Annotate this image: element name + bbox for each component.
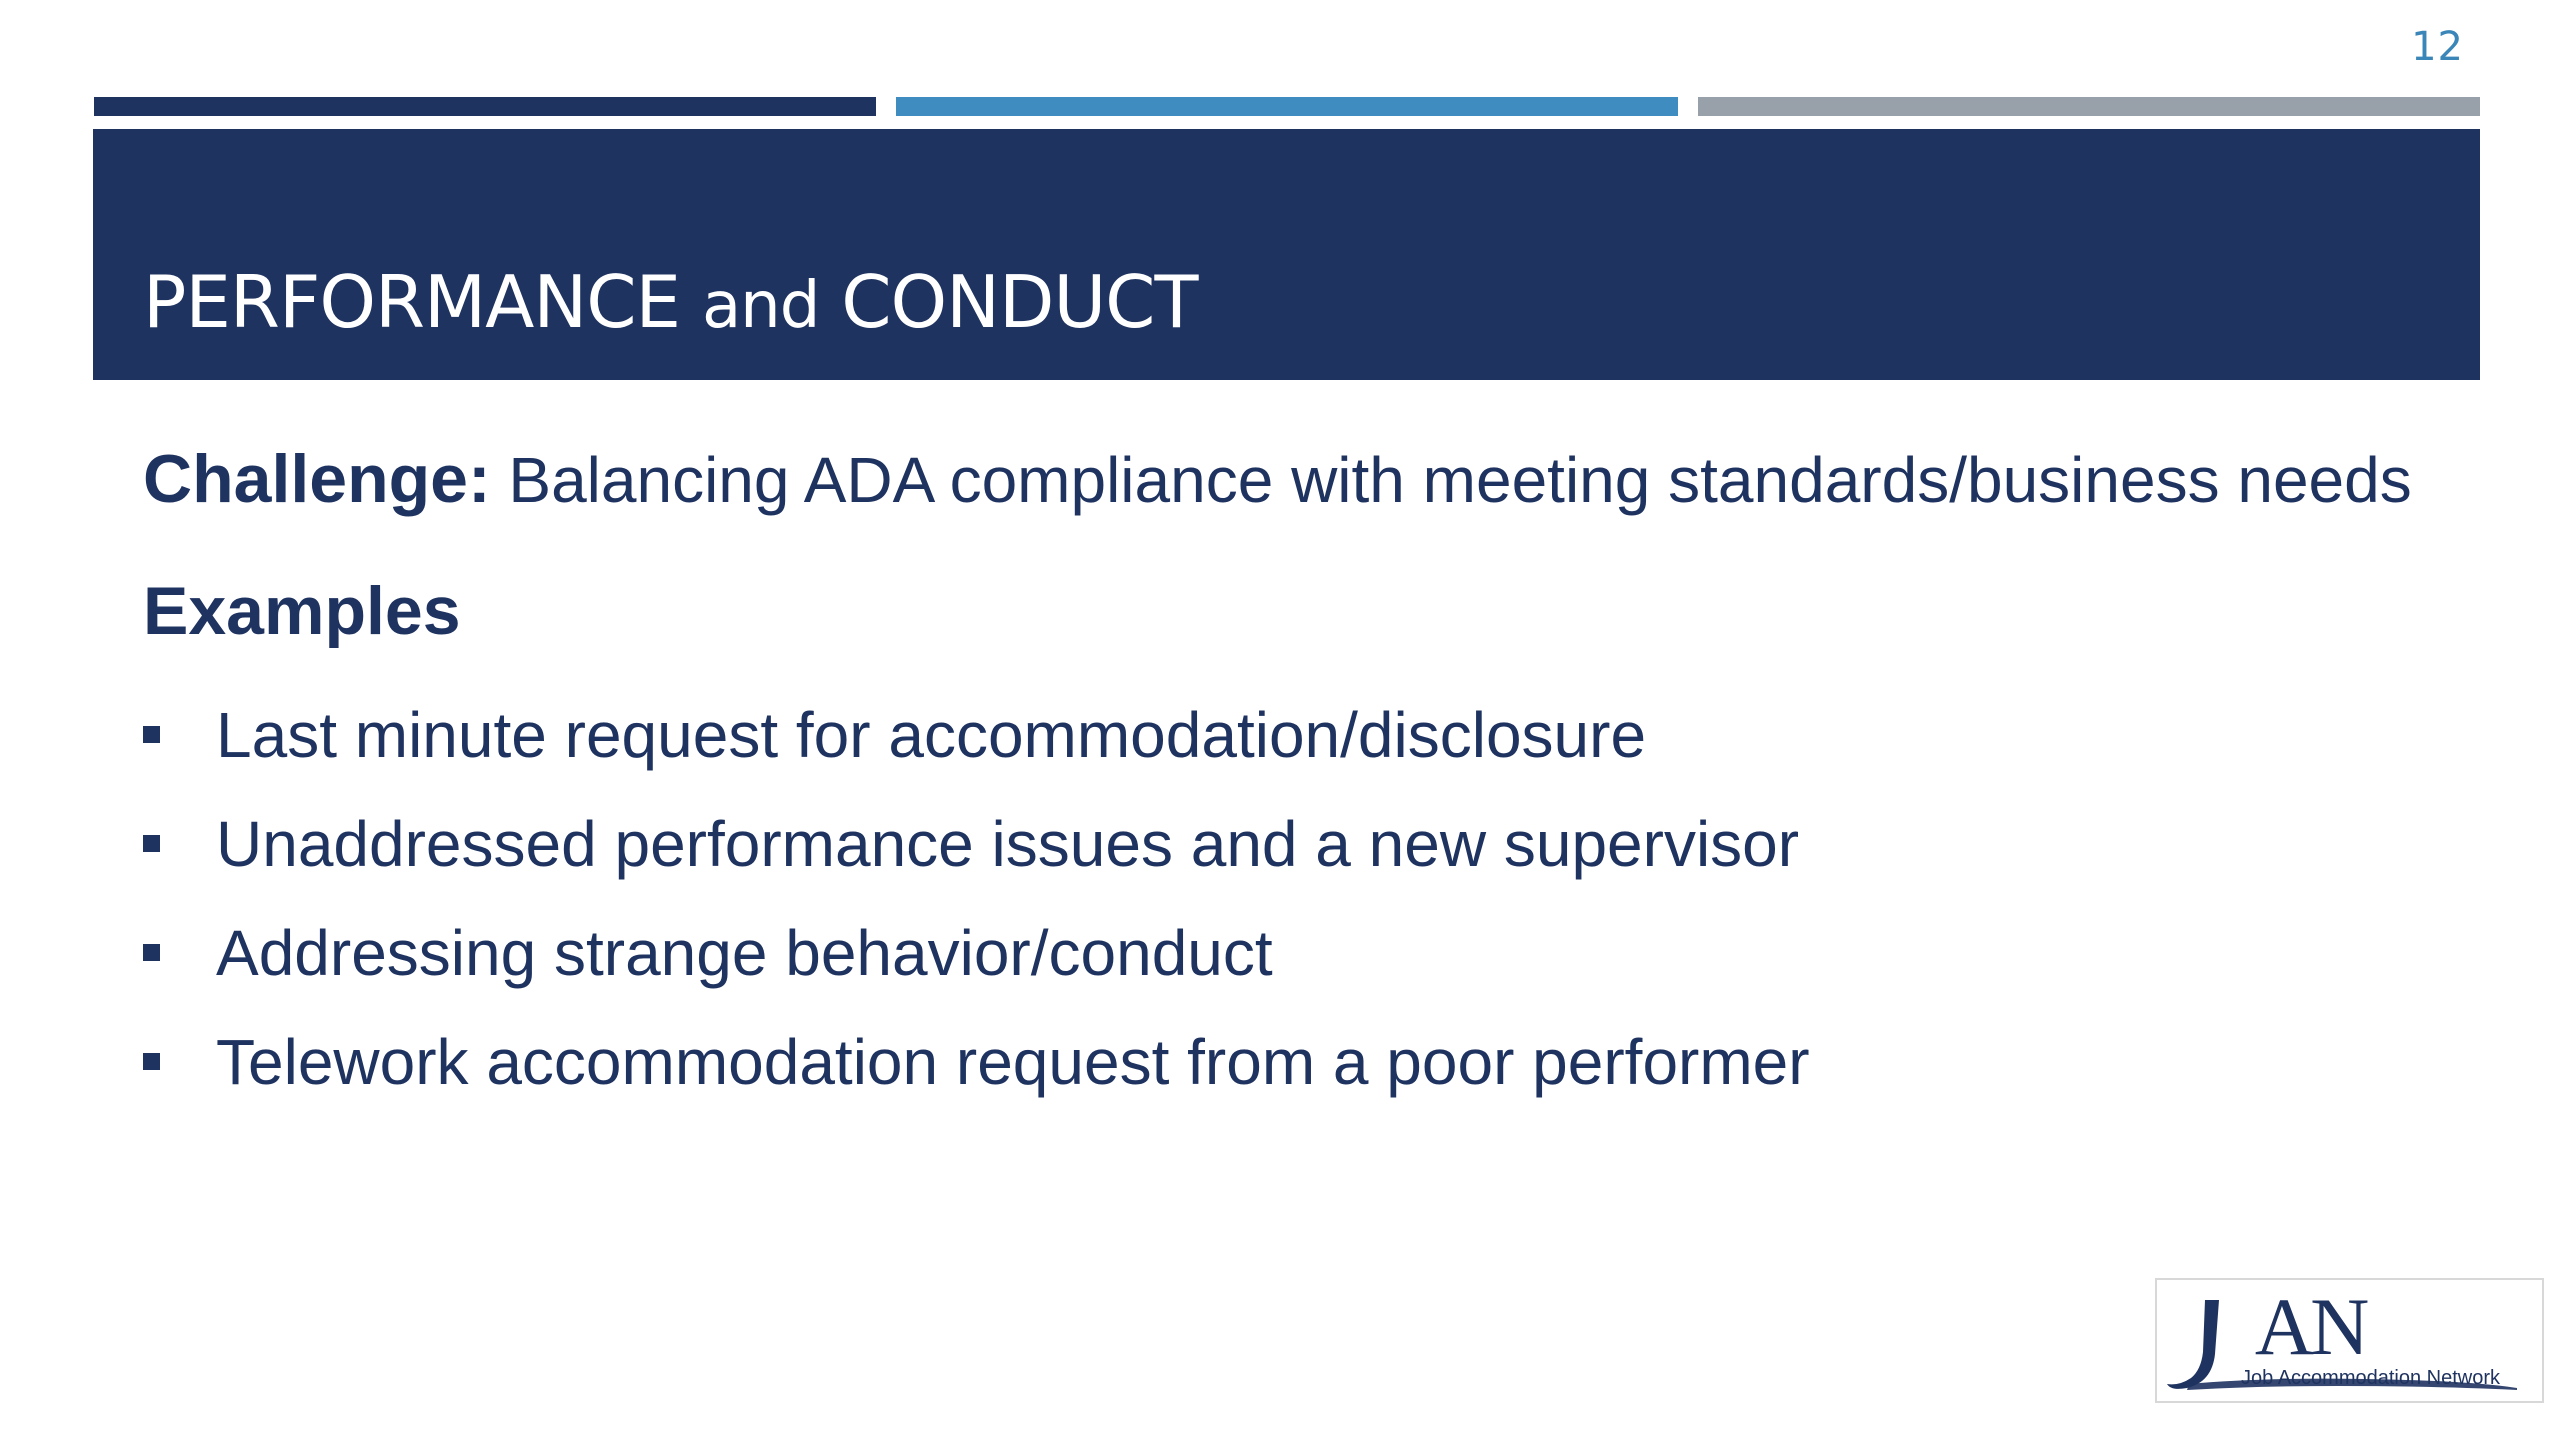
square-bullet-icon xyxy=(143,944,160,961)
top-rule-gray xyxy=(1698,97,2480,116)
top-rule-blue xyxy=(896,97,1678,116)
title-part-1: PERFORMANCE xyxy=(143,260,702,344)
list-item xyxy=(143,680,1810,789)
list-item-text: Unaddressed performance issues and a new supervisor xyxy=(216,807,1800,880)
examples-heading: Examples xyxy=(143,573,461,649)
challenge-line xyxy=(143,440,2412,518)
jan-logo-graphic xyxy=(2157,1280,2542,1401)
list-item xyxy=(143,898,1810,1007)
challenge-label: Challenge: xyxy=(143,441,491,517)
square-bullet-icon xyxy=(143,726,160,743)
jan-logo xyxy=(2155,1278,2544,1403)
list-item-text: Addressing strange behavior/conduct xyxy=(216,916,1273,989)
logo-tagline: Job Accommodation Network xyxy=(2241,1367,2501,1389)
top-rule-navy xyxy=(94,97,876,116)
examples-list xyxy=(143,680,1810,1116)
square-bullet-icon xyxy=(143,1053,160,1070)
page-number: 12 xyxy=(2411,24,2464,70)
square-bullet-icon xyxy=(143,835,160,852)
title-part-3: CONDUCT xyxy=(819,260,1198,344)
challenge-text: Balancing ADA compliance with meeting standards/business needs xyxy=(490,444,2412,516)
title-part-2: and xyxy=(701,269,820,343)
list-item-text: Telework accommodation request from a poor performer xyxy=(216,1025,1810,1098)
logo-letters: JAN xyxy=(2227,1281,2366,1372)
list-item xyxy=(143,789,1810,898)
list-item-text: Last minute request for accommodation/disclosure xyxy=(216,698,1647,771)
list-item xyxy=(143,1007,1810,1116)
title-band xyxy=(93,129,2480,380)
slide-title xyxy=(143,260,1197,344)
